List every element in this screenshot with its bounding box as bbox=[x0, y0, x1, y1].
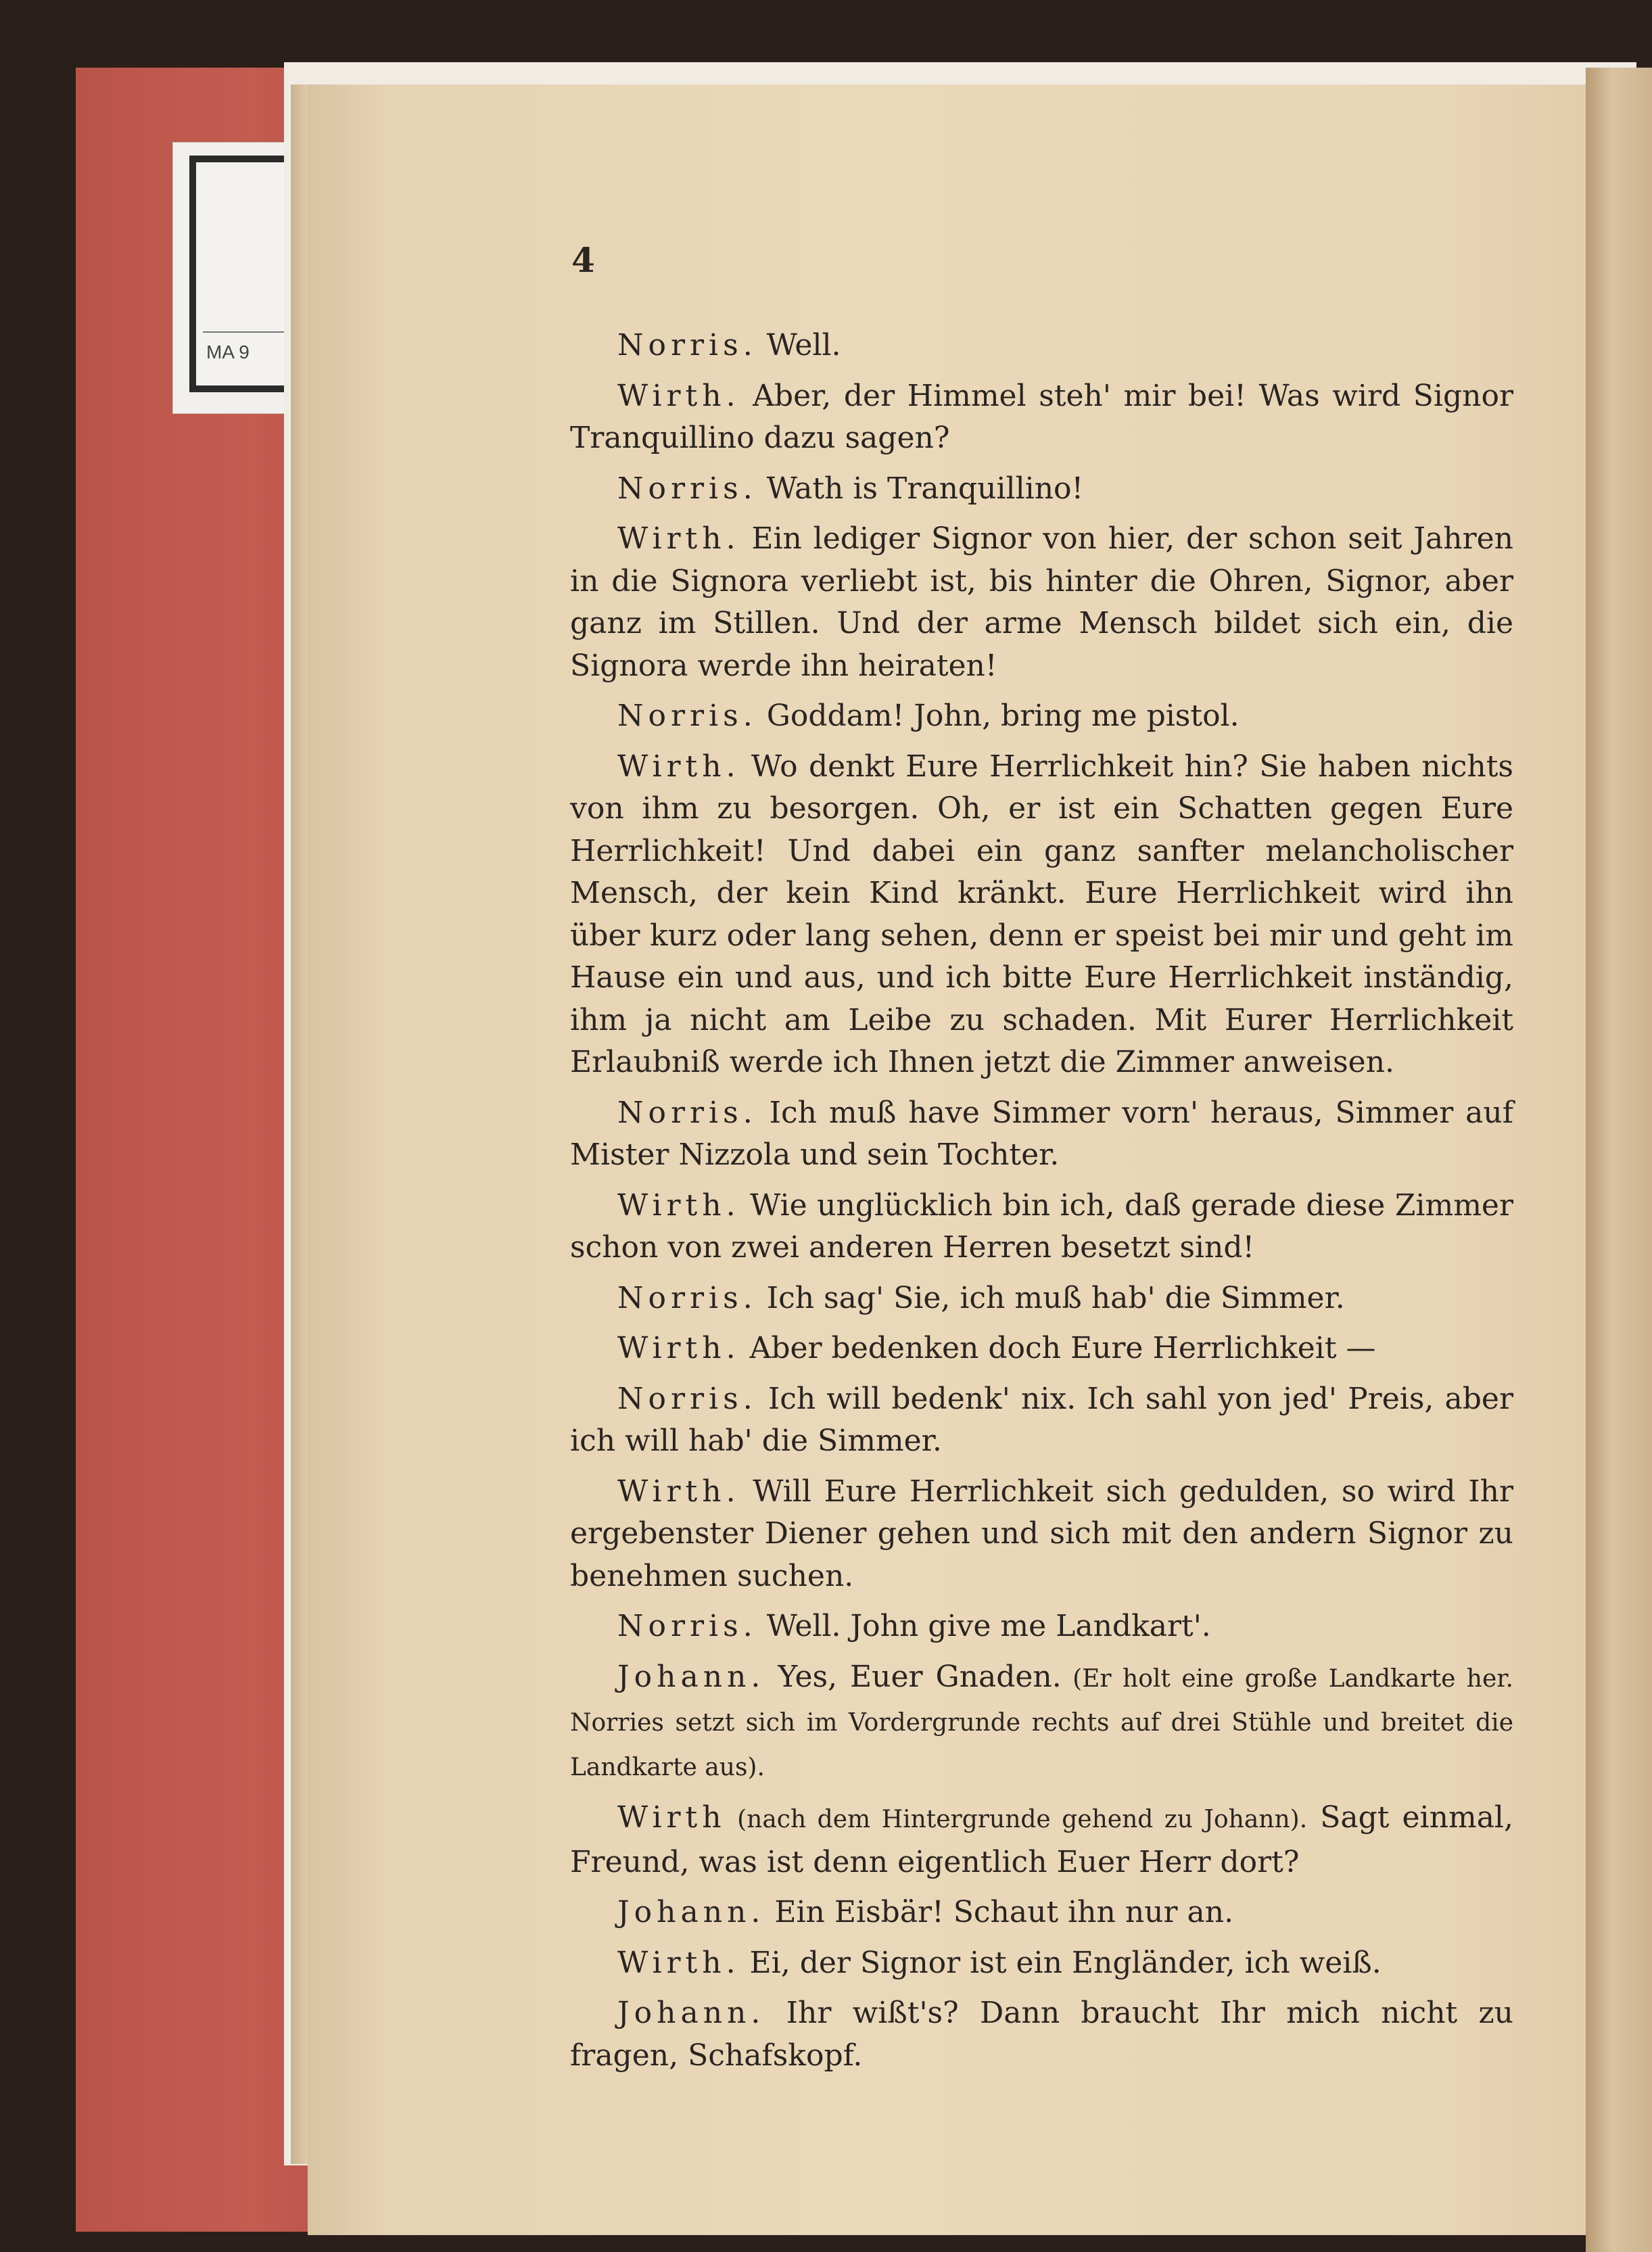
paragraph bbox=[570, 1328, 1513, 1370]
book-gutter bbox=[1586, 68, 1652, 2252]
dialogue-text: Aber bedenken doch Eure Herrlichkeit — bbox=[740, 1331, 1376, 1365]
speaker-name: Wirth. bbox=[617, 1331, 740, 1365]
dialogue-text: Goddam! John, bring me pistol. bbox=[757, 699, 1240, 733]
paragraph bbox=[570, 1892, 1513, 1934]
dialogue-text: Wath is Tranquillino! bbox=[757, 471, 1084, 506]
speaker-name: Wirth. bbox=[617, 378, 740, 413]
paragraph bbox=[570, 1092, 1513, 1177]
speaker-name: Wirth bbox=[617, 1800, 726, 1835]
speaker-name: Norris. bbox=[617, 1381, 757, 1416]
dialogue-text: Ein Eisbär! Schaut ihn nur an. bbox=[765, 1895, 1234, 1929]
dialogue-text: Ich muß have Simmer vorn' heraus, Simmer auf Mister Nizzola und sein Tochter. bbox=[570, 1095, 1513, 1172]
dialogue-text: Ich will bedenk' nix. Ich sahl yon jed' Preis, aber ich will hab' die Simmer. bbox=[570, 1381, 1513, 1458]
dialogue-text: Sagt einmal, Freund, was ist denn eigentlich Euer Herr dort? bbox=[570, 1800, 1513, 1879]
dialogue-text: Ihr wißt's? Dann braucht Ihr mich nicht zu fragen, Schafskopf. bbox=[570, 1996, 1513, 2073]
dialogue-text: Aber, der Himmel steh' mir bei! Was wird Signor Tranquillino dazu sagen? bbox=[570, 378, 1513, 455]
speaker-name: Norris. bbox=[617, 1609, 757, 1643]
paragraph bbox=[570, 1797, 1513, 1883]
speaker-name: Wirth. bbox=[617, 1945, 740, 1980]
speaker-name: Norris. bbox=[617, 471, 757, 506]
speaker-name: Norris. bbox=[617, 328, 757, 362]
paragraph bbox=[570, 746, 1513, 1084]
dialogue-text: Ei, der Signor ist ein Engländer, ich weiß. bbox=[740, 1945, 1382, 1980]
dialogue-text: Ich sag' Sie, ich muß hab' die Simmer. bbox=[757, 1280, 1345, 1315]
paragraph bbox=[570, 1185, 1513, 1269]
stage-direction: (Er holt eine große Landkarte her. Norries setzt sich im Vordergrunde rechts auf drei Stühle und breitet die Landkarte aus). bbox=[570, 1664, 1513, 1781]
speaker-name: Norris. bbox=[617, 1095, 757, 1130]
paragraph bbox=[570, 1378, 1513, 1463]
paragraph bbox=[570, 325, 1513, 367]
archive-label-text: MA 9 bbox=[206, 342, 250, 362]
paragraph bbox=[570, 468, 1513, 511]
speaker-name: Norris. bbox=[617, 1280, 757, 1315]
speaker-name: Wirth. bbox=[617, 521, 740, 556]
paragraph bbox=[570, 695, 1513, 738]
paragraph bbox=[570, 1605, 1513, 1648]
dialogue-text: Ein lediger Signor von hier, der schon seit Jahren in die Signora verliebt ist, bis hinter die Ohren, Signor, aber ganz im Stillen. Und der arme Mensch bildet sich ein, die Signora werde ihn heiraten! bbox=[570, 521, 1513, 683]
page-text bbox=[570, 325, 1513, 2085]
speaker-name: Johann. bbox=[617, 1996, 765, 2030]
paragraph bbox=[570, 1656, 1513, 1789]
dialogue-text: Will Eure Herrlichkeit sich gedulden, so wird Ihr ergebenster Diener gehen und sich mit den andern Signor zu benehmen suchen. bbox=[570, 1474, 1513, 1593]
speaker-name: Johann. bbox=[617, 1659, 765, 1694]
paragraph bbox=[570, 375, 1513, 460]
dialogue-text: Well. John give me Landkart'. bbox=[757, 1609, 1211, 1643]
speaker-name: Wirth. bbox=[617, 749, 740, 784]
paragraph bbox=[570, 518, 1513, 687]
page-number: 4 bbox=[571, 240, 595, 280]
paragraph bbox=[570, 1277, 1513, 1320]
paragraph bbox=[570, 1471, 1513, 1598]
dialogue-text: Wo denkt Eure Herrlichkeit hin? Sie haben nichts von ihm zu besorgen. Oh, er ist ein Schatten gegen Eure Herrlichkeit! Und dabei ein ganz sanfter melancholischer Mensch, der kein Kind kränkt. Eure Herrlichkeit wird ihn über kurz oder lang sehen, denn er speist bei mir und geht im Hause ein und aus, und ich bitte Eure Herrlichkeit inständig, ihm ja nicht am Leibe zu schaden. Mit Eurer Herrlichkeit Erlaubniß werde ich Ihnen jetzt die Zimmer anweisen. bbox=[570, 749, 1513, 1079]
speaker-name: Johann. bbox=[617, 1895, 765, 1929]
paragraph bbox=[570, 1992, 1513, 2077]
speaker-name: Wirth. bbox=[617, 1188, 740, 1223]
speaker-name: Wirth. bbox=[617, 1474, 740, 1509]
paragraph bbox=[570, 1942, 1513, 1985]
dialogue-text: Wie unglücklich bin ich, daß gerade diese Zimmer schon von zwei anderen Herren besetzt sind! bbox=[570, 1188, 1513, 1265]
dialogue-text: Well. bbox=[757, 328, 841, 362]
dialogue-text: Yes, Euer Gnaden. bbox=[765, 1659, 1062, 1694]
speaker-name: Norris. bbox=[617, 699, 757, 733]
stage-direction: (nach dem Hintergrunde gehend zu Johann). bbox=[726, 1806, 1308, 1833]
